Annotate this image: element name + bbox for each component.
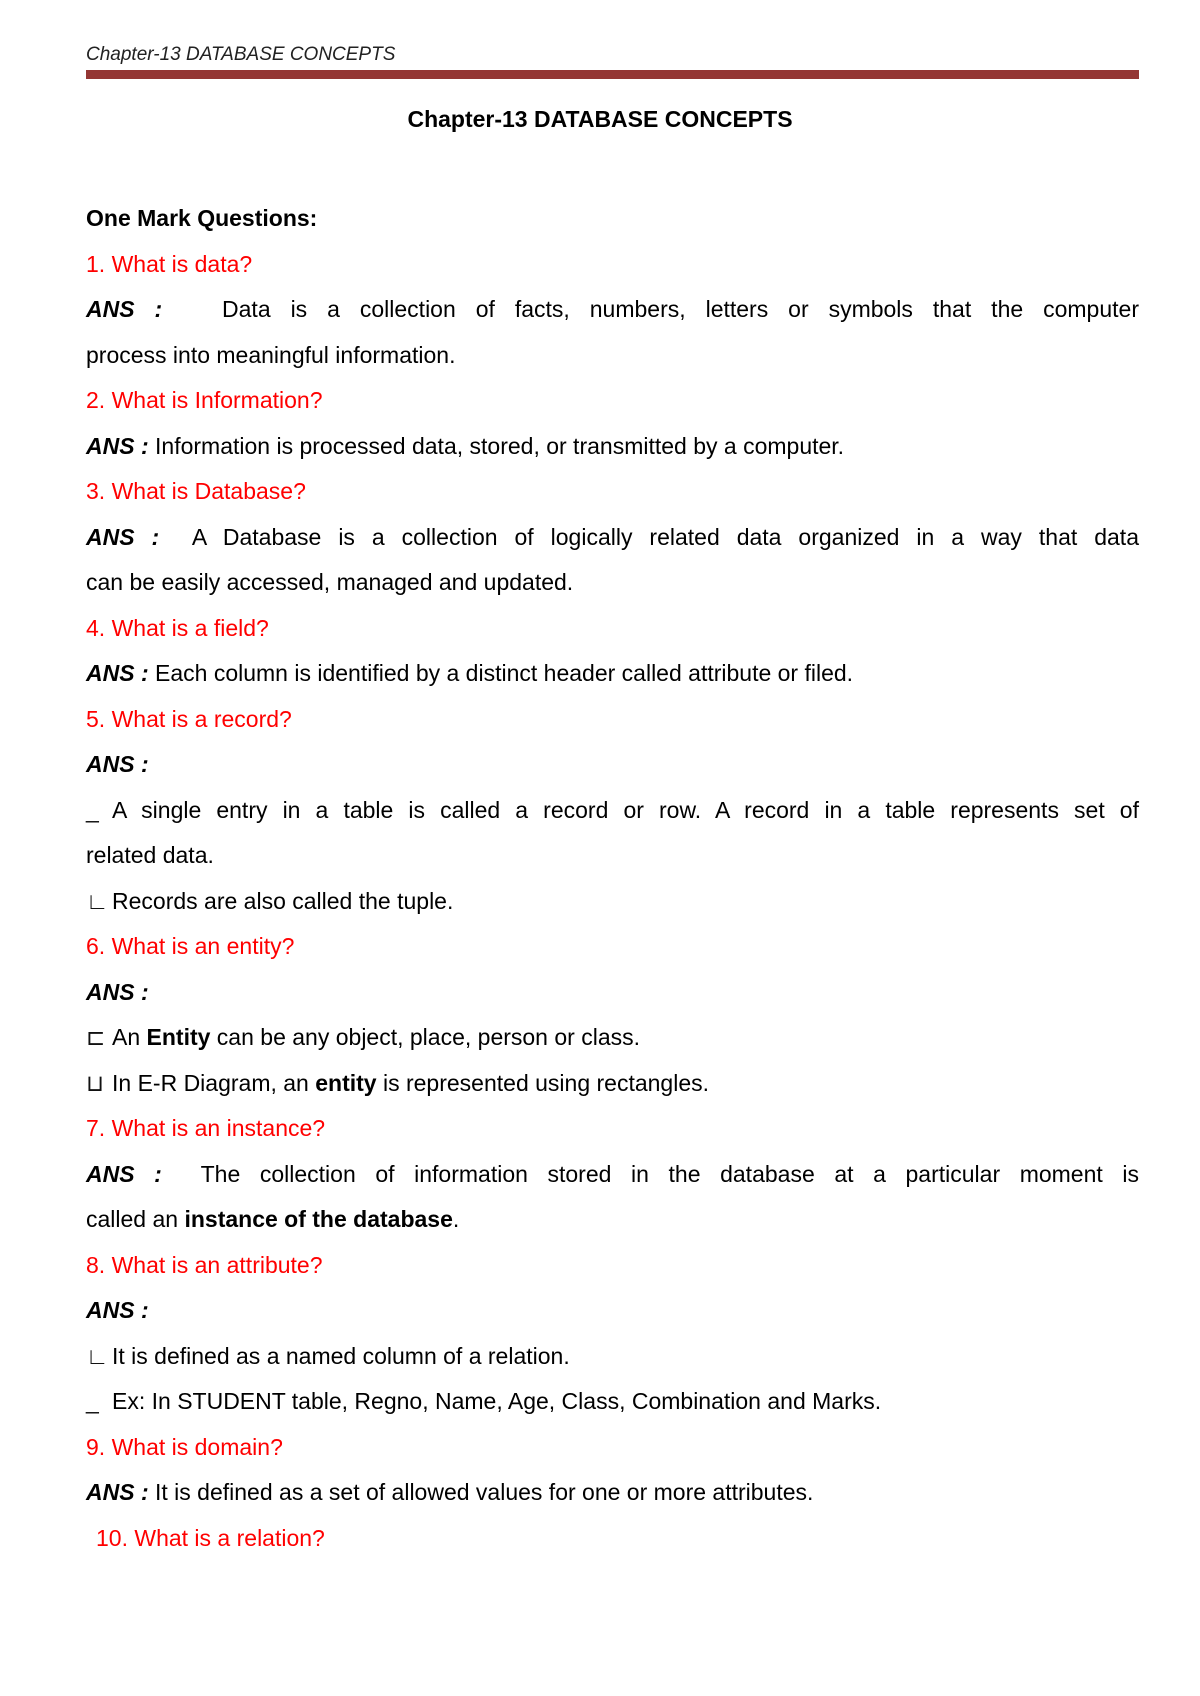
question-5: 5. What is a record? [86,705,292,732]
answer-text: It is defined as a set of allowed values for one or more attributes. [155,1479,814,1505]
bullet-text: Records are also called the tuple. [112,887,454,914]
ans-label: ANS : [86,660,149,686]
bullet-text: Ex: In STUDENT table, Regno, Name, Age, Class, Combination and Marks. [112,1388,882,1414]
question-2: 2. What is Information? [86,387,323,413]
question-7: 7. What is an instance? [86,1115,326,1141]
bullet-text-pre: An [112,1024,147,1050]
section-heading: One Mark Questions: [86,205,318,231]
ans-label: ANS : [86,751,149,777]
answer-text-pre: called an [86,1206,185,1232]
ans-label: ANS : [86,296,163,322]
ans-label: ANS : [86,1160,162,1187]
answer-3-continued: can be easily accessed, managed and updated. [86,569,574,595]
bullet-text-post: can be any object, place, person or class. [210,1024,640,1050]
bullet-marker: _ [86,796,99,823]
question-1: 1. What is data? [86,250,253,277]
bold-term: instance of the database [184,1206,453,1232]
answer-text: The collection of information stored in the database at a particular moment is [200,1160,1139,1187]
question-9: 9. What is domain? [86,1433,283,1460]
bullet-text-pre: In E-R Diagram, an [112,1069,316,1096]
list-item [86,1379,1139,1425]
answer-7 [86,1152,1139,1198]
bold-term: entity [315,1069,377,1096]
answer-text-post: . [452,1206,460,1232]
bullet-marker: ∟ [86,1342,109,1369]
bullet-marker: ⊏ [86,1024,106,1050]
ans-label: ANS : [86,432,149,459]
list-item [86,879,1139,925]
question-4: 4. What is a field? [86,614,269,641]
question-8: 8. What is an attribute? [86,1251,323,1278]
running-header: Chapter-13 DATABASE CONCEPTS [86,44,396,65]
header-rule [86,70,1139,79]
ans-label: ANS : [86,1479,149,1505]
answer-text: Each column is identified by a distinct header called attribute or filed. [155,660,854,686]
list-item [86,1334,1139,1380]
answer-text: Information is processed data, stored, or transmitted by a computer. [155,432,845,459]
bullet-marker: _ [86,1388,99,1414]
ans-label: ANS : [86,523,160,550]
bullet-text: It is defined as a named column of a relation. [112,1342,570,1369]
answer-text: A Database is a collection of logically related data organized in a way that data [191,523,1139,550]
question-10: 10. What is a relation? [96,1524,325,1551]
answer-7-continued [86,1197,1139,1243]
ans-label: ANS : [86,1297,149,1323]
bullet-text-post: is represented using rectangles. [376,1069,710,1096]
bullet-text: A single entry in a table is called a record or row. A record in a table represents set of [112,796,1139,823]
answer-9 [86,1470,1139,1516]
answer-text: Data is a collection of facts, numbers, letters or symbols that the computer [222,296,1139,322]
answer-1 [86,287,1139,333]
answer-3 [86,515,1139,561]
answer-1-continued: process into meaningful information. [86,341,456,368]
list-item [86,1015,1139,1061]
ans-label: ANS : [86,978,149,1005]
page-title: Chapter-13 DATABASE CONCEPTS [407,106,793,132]
bullet-marker: ⊔ [86,1069,104,1096]
list-item-continued: related data. [86,842,214,868]
question-6: 6. What is an entity? [86,933,295,959]
answer-2 [86,424,1139,470]
bullet-marker: ∟ [86,887,109,914]
document-body [86,196,1139,1561]
list-item [86,788,1139,834]
answer-4 [86,651,1139,697]
list-item [86,1061,1139,1107]
question-3: 3. What is Database? [86,478,306,504]
bold-term: Entity [146,1024,211,1050]
